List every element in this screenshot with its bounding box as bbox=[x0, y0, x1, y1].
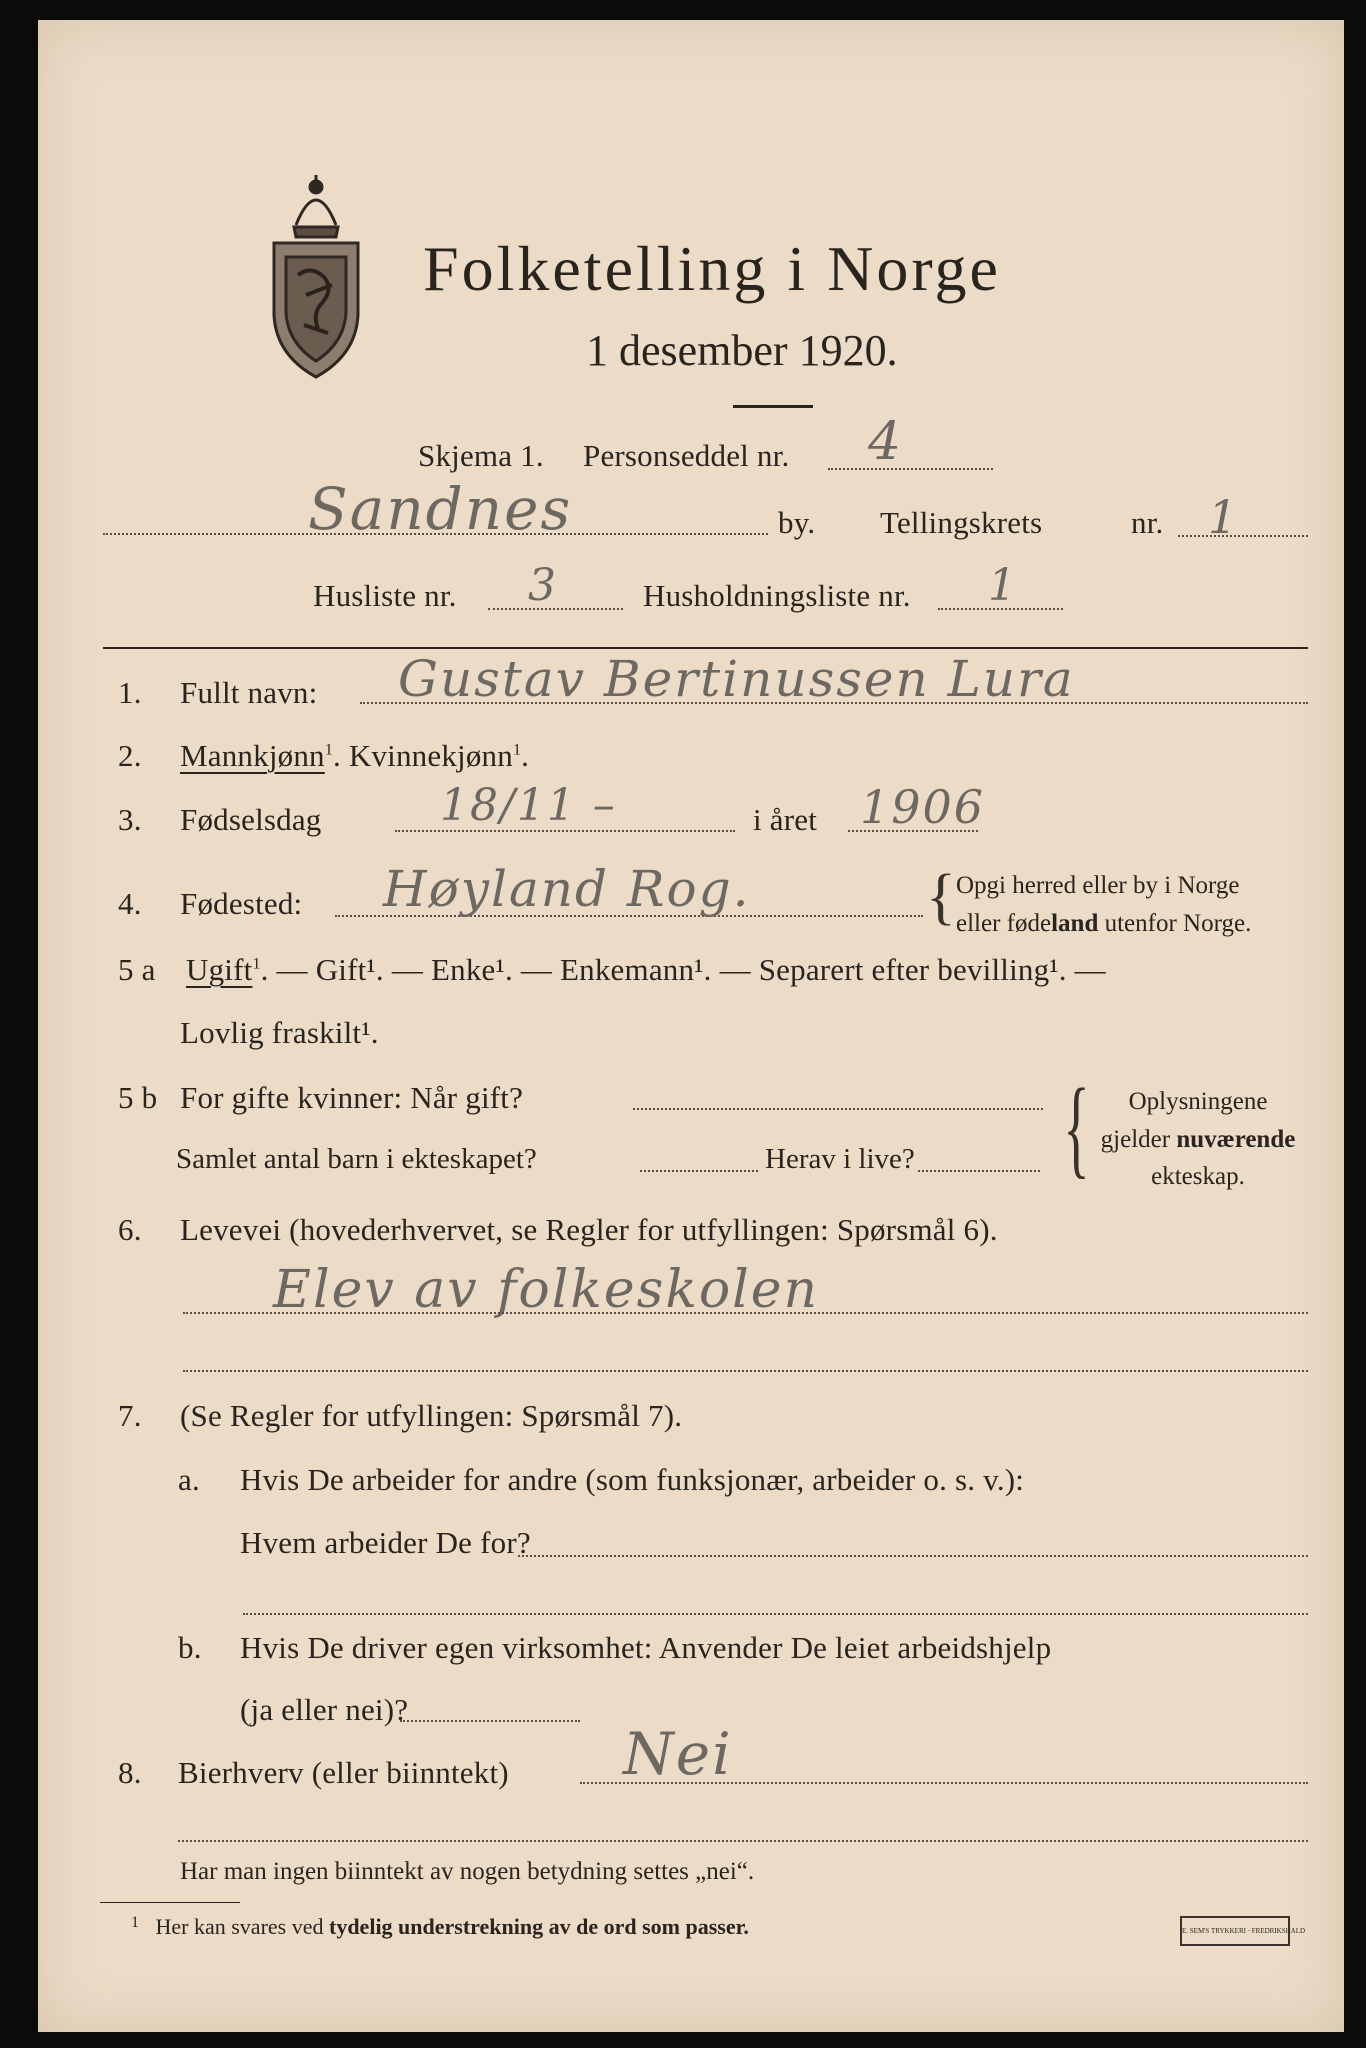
personseddel-value[interactable]: 4 bbox=[868, 412, 904, 472]
q7b-letter: b. bbox=[178, 1630, 202, 1665]
male-option[interactable]: Mannkjønn bbox=[180, 738, 325, 773]
q8-label: Bierhverv (eller biinntekt) bbox=[178, 1755, 509, 1790]
q5b-note3: ekteskap. bbox=[1151, 1163, 1245, 1190]
birthyear-value[interactable]: 1906 bbox=[860, 780, 986, 834]
q7a-text: Hvis De arbeider for andre (som funksjonær, arbeider o. s. v.): bbox=[240, 1462, 1025, 1497]
tellingskrets-value[interactable]: 1 bbox=[1208, 490, 1240, 544]
footnote: $^1$ Her kan svares ved tydelig understrekning av de ord som passer. bbox=[131, 1914, 749, 1939]
census-form bbox=[38, 20, 1344, 2032]
by-label: by. bbox=[778, 505, 816, 540]
q5a-options: Ugift$^1$. — Gift¹. — Enke¹. — Enkemann¹. — Separert efter bevilling¹. — bbox=[186, 952, 1106, 987]
q7-number: 7. bbox=[118, 1398, 142, 1433]
q6-label: Levevei (hovederhvervet, se Regler for utfyllingen: Spørsmål 6). bbox=[180, 1212, 998, 1247]
q7a-line1 bbox=[518, 1555, 1308, 1557]
q7a-question: Hvem arbeider De for? bbox=[240, 1525, 531, 1560]
form-title: Folketelling i Norge bbox=[423, 233, 1001, 304]
q3-year-label: i året bbox=[753, 802, 818, 837]
q7a-line2 bbox=[243, 1613, 1308, 1615]
q5b-live-label: Herav i live? bbox=[765, 1143, 915, 1175]
female-option[interactable]: Kvinnekjønn bbox=[348, 738, 513, 773]
q1-number: 1. bbox=[118, 675, 142, 710]
q7a-letter: a. bbox=[178, 1462, 200, 1497]
q5b-brace: { bbox=[1063, 1066, 1090, 1188]
by-value[interactable]: Sandnes bbox=[308, 475, 573, 543]
tellingskrets-nr: nr. bbox=[1131, 505, 1164, 540]
norway-coat-of-arms-icon bbox=[256, 165, 376, 385]
q4-label: Fødested: bbox=[180, 886, 303, 921]
tellingskrets-label: Tellingskrets bbox=[880, 505, 1043, 540]
skjema-label: Skjema 1. bbox=[418, 438, 544, 473]
husliste-label: Husliste nr. bbox=[313, 578, 457, 613]
personseddel-line bbox=[828, 468, 993, 470]
birthdate-value[interactable]: 18/11 – bbox=[440, 780, 617, 831]
ugift-option[interactable]: Ugift bbox=[186, 952, 253, 987]
q6-line2 bbox=[183, 1370, 1308, 1372]
occupation-value[interactable]: Elev av folkeskolen bbox=[273, 1260, 820, 1320]
q3-label: Fødselsdag bbox=[180, 802, 322, 837]
q6-line1 bbox=[183, 1312, 1308, 1314]
q5b-barn-label: Samlet antal barn i ekteskapet? bbox=[176, 1143, 537, 1175]
husholdning-value[interactable]: 1 bbox=[988, 560, 1018, 611]
q5b-note2: gjelder nuværende bbox=[1100, 1126, 1296, 1153]
birthplace-value[interactable]: Høyland Rog. bbox=[383, 860, 751, 918]
q7b-question: (ja eller nei)? bbox=[240, 1692, 409, 1727]
q5b-barn-line bbox=[640, 1170, 758, 1172]
q4-note-line2: eller fødeland utenfor Norge. bbox=[956, 910, 1252, 937]
full-name-value[interactable]: Gustav Bertinussen Lura bbox=[398, 650, 1075, 708]
husholdning-label: Husholdningsliste nr. bbox=[643, 578, 911, 613]
husliste-value[interactable]: 3 bbox=[528, 560, 558, 611]
form-date: 1 desember 1920. bbox=[586, 326, 898, 375]
q4-note-line1: Opgi herred eller by i Norge bbox=[956, 872, 1240, 899]
q4-brace: { bbox=[926, 863, 956, 931]
q2-number: 2. bbox=[118, 738, 142, 773]
q5b-live-line bbox=[918, 1170, 1040, 1172]
q7-label: (Se Regler for utfyllingen: Spørsmål 7). bbox=[180, 1398, 683, 1433]
q8-number: 8. bbox=[118, 1755, 142, 1790]
q5b-label: For gifte kvinner: Når gift? bbox=[180, 1080, 524, 1115]
footnote-rule bbox=[100, 1902, 240, 1903]
other-marital-options[interactable]: — Gift¹. — Enke¹. — Enkemann¹. — Separert efter bevilling¹. — bbox=[276, 952, 1106, 987]
q5b-number: 5 b bbox=[118, 1080, 158, 1115]
printer-stamp: E. SEM'S TRYKKERI · FREDRIKSHALD bbox=[1180, 1916, 1290, 1946]
q6-number: 6. bbox=[118, 1212, 142, 1247]
q5b-line bbox=[633, 1108, 1043, 1110]
personseddel-label: Personseddel nr. bbox=[583, 438, 790, 473]
side-income-value[interactable]: Nei bbox=[623, 1720, 733, 1788]
q7b-line bbox=[400, 1720, 580, 1722]
q5a-number: 5 a bbox=[118, 952, 156, 987]
title-divider bbox=[733, 405, 813, 408]
q7b-text: Hvis De driver egen virksomhet: Anvender De leiet arbeidshjelp bbox=[240, 1630, 1052, 1665]
header-rule bbox=[103, 647, 1308, 649]
q1-label: Fullt navn: bbox=[180, 675, 318, 710]
q8-line2 bbox=[178, 1840, 1308, 1842]
q2-gender-options: Mannkjønn$^1$. Kvinnekjønn$^1$. bbox=[180, 738, 530, 773]
bottom-note: Har man ingen biinntekt av nogen betydning settes „nei“. bbox=[180, 1858, 755, 1885]
tellingskrets-line bbox=[1178, 535, 1308, 537]
q4-number: 4. bbox=[118, 886, 142, 921]
q3-number: 3. bbox=[118, 802, 142, 837]
q5b-note1: Oplysningene bbox=[1128, 1088, 1268, 1115]
q5a-line2[interactable]: Lovlig fraskilt¹. bbox=[180, 1015, 379, 1050]
